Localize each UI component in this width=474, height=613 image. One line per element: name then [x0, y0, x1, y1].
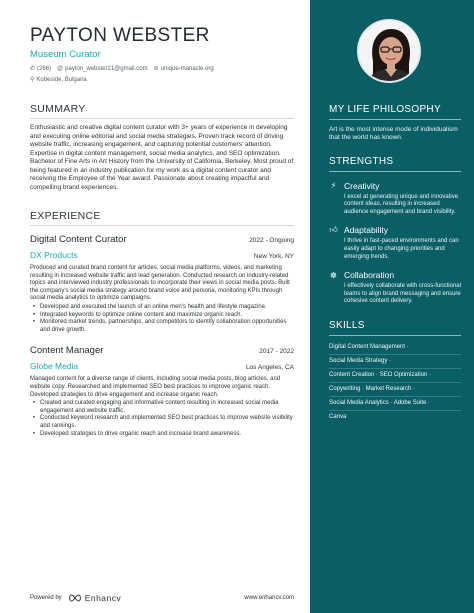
job-description: Produced and curated brand content for articles, social media platforms, videos, and marketing resulting in increased website traffic and lead generation. Conducted research on industry-related topics and interviewed industry professionals to incorporate their views in social media posts. Built the company's social media strategy around brand voice and persona, monitoring KPIs through social media analytics to optimize campaigns.	[30, 265, 290, 302]
company-name: DX Products	[30, 250, 78, 260]
candidate-role: Museum Curator	[30, 49, 101, 60]
at-icon: @	[57, 66, 64, 72]
job-bullet: • Developed strategies to drive organic reach and increase brand awareness.	[30, 431, 294, 439]
footer-powered	[30, 593, 121, 603]
skill-line: Digital Content Management ·	[329, 341, 461, 355]
powered-by-label: Powered by	[30, 595, 62, 601]
philosophy-text: Art is the most intense mode of individualism that the world has known.	[329, 126, 458, 142]
strength-name: Creativity	[344, 180, 380, 191]
job-location: Los Angeles, CA	[245, 364, 294, 372]
candidate-name: PAYTON WEBSTER	[30, 25, 210, 46]
email-text: payton_webster21@gmail.com	[65, 66, 148, 72]
infinity-icon	[68, 594, 82, 602]
company-name: Globe Media	[30, 361, 79, 372]
location-text: Kobeside, Bulgaria	[36, 77, 87, 83]
job-title: Content Manager	[30, 345, 104, 357]
job-bullet: • Developed and executed the launch of an online men's health and lifestyle magazine.	[30, 304, 294, 312]
skills-list	[329, 341, 461, 424]
strength-item	[329, 225, 461, 261]
website-item[interactable]	[154, 65, 214, 74]
job-entry	[30, 234, 294, 334]
skill-line: Content Creation · SEO Optimization ·	[329, 369, 461, 383]
location-item	[30, 76, 87, 85]
job-bullet: • Created and curated engaging and informative content resulting in increased social media engagement and website traffic.	[30, 400, 294, 415]
brand-name: Enhancv	[84, 593, 122, 603]
avatar	[357, 19, 421, 83]
contact-row	[30, 65, 294, 74]
footer-url[interactable]: www.enhancv.com	[244, 595, 294, 601]
thumbs-up-icon: 👍︎	[329, 225, 338, 235]
strength-description: I thrive in fast-paced environments and can easily adapt to changing priorities and emerging trends.	[344, 238, 459, 260]
job-bullet: • Conducted keyword research and implemented SEO best practices to improve website visibility and rankings.	[30, 415, 294, 430]
enhancv-logo[interactable]	[68, 593, 122, 603]
phone-item	[30, 65, 51, 74]
phone-icon: ✆	[30, 66, 36, 72]
job-description: Managed content for a diverse range of clients, including social media posts, blog articles, and website copy. Researched and implemented SEO best practices to improve organic reach. Developed strategies to drive engagement and increase organic reach.	[30, 376, 281, 398]
philosophy-heading: MY LIFE PHILOSOPHY	[329, 104, 461, 120]
strength-name: Adaptability	[344, 225, 388, 236]
footer	[0, 575, 310, 613]
skill-line: Copywriting · Market Research ·	[329, 383, 461, 397]
phone-text: (266)	[37, 66, 52, 72]
location-row	[30, 76, 294, 85]
job-bullet: • Monitored market trends, partnerships, and competitors to identify collaboration opportunities and drive growth.	[30, 319, 294, 334]
skill-line: Social Media Strategy ·	[329, 355, 461, 369]
skill-line: Social Media Analytics · Adobe Suite ·	[329, 397, 461, 411]
skill-line: Canva	[329, 413, 347, 420]
email-item[interactable]	[57, 65, 148, 74]
strength-description: I effectively collaborate with cross-functional teams to align brand messaging and ensure cohesive content delivery.	[344, 283, 461, 305]
strength-name: Collaboration	[344, 270, 395, 281]
skills-heading: SKILLS	[329, 320, 461, 336]
lightning-icon: ⚡	[330, 181, 337, 191]
strength-item	[329, 181, 461, 217]
job-bullets	[30, 304, 294, 334]
job-title: Digital Content Curator	[30, 234, 127, 245]
avatar-portrait	[359, 21, 421, 83]
summary-heading: SUMMARY	[30, 103, 294, 119]
job-dates: 2017 - 2022	[259, 348, 294, 356]
link-icon: ⊘	[153, 66, 159, 72]
photo-area	[310, 0, 474, 98]
job-location: New York, NY	[253, 253, 294, 260]
job-dates: 2022 - Ongoing	[249, 237, 294, 244]
sidebar	[310, 0, 474, 613]
strength-item	[329, 270, 461, 306]
strength-description: I excel at generating unique and innovative content ideas, resulting in increased audience engagement and brand visibility.	[344, 193, 459, 215]
pin-icon: ⚲	[30, 77, 35, 83]
job-bullet: • Integrated keywords to optimize online content and maximize organic reach.	[30, 312, 294, 320]
experience-heading: EXPERIENCE	[30, 210, 294, 226]
website-text: unique-manacle.org	[160, 66, 214, 72]
handshake-icon: ☸	[329, 270, 338, 280]
job-bullets	[30, 400, 294, 438]
job-entry	[30, 345, 294, 438]
summary-text: Enthusiastic and creative digital content curator with 3+ years of experience in developing and executing online editorial and social media strategies. Proven track record of driving website traffic, increasing engagement, and capturing potential customers' attention. Expertise in digital content management, social media analytics, and SEO optimization. Bachelor of Fine Arts in Art History from the University of California, Berkeley. Most proud of being featured in an industry publication for my work as a digital content curator and receiving the Employee of the Year award. Passionate about creating impactful and compelling brand experiences.	[30, 124, 294, 191]
strengths-heading: STRENGTHS	[329, 156, 461, 172]
